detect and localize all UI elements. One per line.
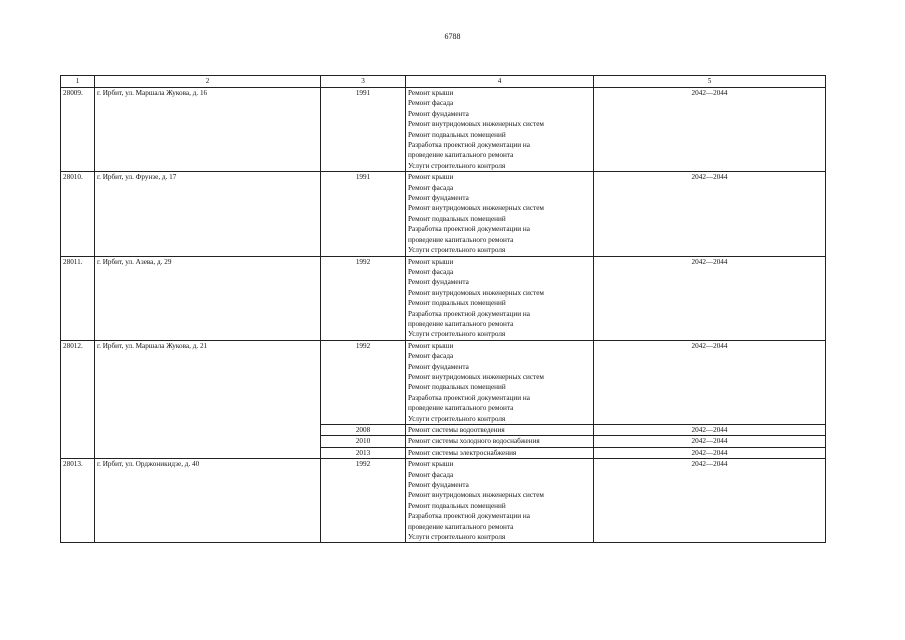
- work-item: Ремонт подвальных помещений: [408, 501, 506, 510]
- year: 1991: [321, 88, 406, 172]
- period: 2042—2044: [594, 172, 826, 256]
- work-item: Ремонт подвальных помещений: [408, 214, 506, 223]
- year: 2010: [321, 436, 406, 447]
- work-item: проведение капитального ремонта: [408, 319, 514, 328]
- work-item: Услуги строительного контроля: [408, 246, 506, 255]
- work-item: Услуги строительного контроля: [408, 533, 506, 542]
- period: 2042—2044: [594, 256, 826, 340]
- work-item: Разработка проектной документации на: [408, 141, 530, 150]
- year: 1992: [321, 340, 406, 424]
- work-item: Ремонт фундамента: [408, 481, 469, 490]
- column-header: 1: [61, 76, 95, 88]
- work-item: проведение капитального ремонта: [408, 404, 514, 413]
- table-row: [61, 256, 826, 340]
- work-item: Ремонт фасада: [408, 470, 454, 479]
- work-item: Ремонт внутридомовых инженерных систем: [408, 120, 544, 129]
- work-item: Услуги строительного контроля: [408, 161, 506, 170]
- work-item: Ремонт фундамента: [408, 194, 469, 203]
- address: г. Ирбит, ул. Азева, д. 29: [95, 256, 321, 340]
- address: г. Ирбит, ул. Маршала Жукова, д. 16: [95, 88, 321, 172]
- year: 2008: [321, 425, 406, 436]
- work-item: Ремонт внутридомовых инженерных систем: [408, 491, 544, 500]
- work-item: Ремонт системы водоотведения: [406, 425, 594, 436]
- period: 2042—2044: [594, 436, 826, 447]
- work-item: Услуги строительного контроля: [408, 414, 506, 423]
- work-item: Ремонт внутридомовых инженерных систем: [408, 288, 544, 297]
- works-list: [406, 172, 594, 256]
- row-number: 28009.: [61, 88, 95, 172]
- work-item: Ремонт фасада: [408, 267, 454, 276]
- repair-schedule-table: [60, 75, 826, 543]
- work-item: Ремонт системы холодного водоснабжения: [406, 436, 594, 447]
- work-item: Ремонт крыши: [408, 341, 454, 350]
- table-row: [61, 172, 826, 256]
- column-header: 4: [406, 76, 594, 88]
- row-number: 28012.: [61, 340, 95, 458]
- year: 1992: [321, 256, 406, 340]
- row-number: 28010.: [61, 172, 95, 256]
- period: 2042—2044: [594, 88, 826, 172]
- work-item: Ремонт крыши: [408, 460, 454, 469]
- period: 2042—2044: [594, 340, 826, 424]
- table-row: [61, 459, 826, 543]
- column-header: 2: [95, 76, 321, 88]
- work-item: Ремонт крыши: [408, 257, 454, 266]
- page-number: 6788: [444, 32, 461, 41]
- work-item: Ремонт фундамента: [408, 278, 469, 287]
- work-item: Ремонт внутридомовых инженерных систем: [408, 372, 544, 381]
- works-list: [406, 459, 594, 543]
- period: 2042—2044: [594, 447, 826, 458]
- work-item: Ремонт фасада: [408, 183, 454, 192]
- work-item: Ремонт внутридомовых инженерных систем: [408, 204, 544, 213]
- column-header: 5: [594, 76, 826, 88]
- year: 2013: [321, 447, 406, 458]
- work-item: Разработка проектной документации на: [408, 512, 530, 521]
- works-list: [406, 88, 594, 172]
- work-item: проведение капитального ремонта: [408, 151, 514, 160]
- work-item: проведение капитального ремонта: [408, 522, 514, 531]
- work-item: Ремонт фундамента: [408, 362, 469, 371]
- work-item: Ремонт крыши: [408, 173, 454, 182]
- works-list: [406, 256, 594, 340]
- row-number: 28011.: [61, 256, 95, 340]
- table-row: [61, 340, 826, 424]
- work-item: проведение капитального ремонта: [408, 235, 514, 244]
- table-row: [61, 88, 826, 172]
- address: г. Ирбит, ул. Орджоникидзе, д. 40: [95, 459, 321, 543]
- work-item: Ремонт системы электроснабжения: [406, 447, 594, 458]
- work-item: Ремонт подвальных помещений: [408, 130, 506, 139]
- work-item: Ремонт фасада: [408, 99, 454, 108]
- work-item: Разработка проектной документации на: [408, 309, 530, 318]
- work-item: Ремонт фундамента: [408, 109, 469, 118]
- period: 2042—2044: [594, 425, 826, 436]
- address: г. Ирбит, ул. Фрунзе, д. 17: [95, 172, 321, 256]
- column-header: 3: [321, 76, 406, 88]
- work-item: Ремонт крыши: [408, 89, 454, 97]
- work-item: Ремонт фасада: [408, 352, 454, 361]
- year: 1991: [321, 172, 406, 256]
- row-number: 28013.: [61, 459, 95, 543]
- work-item: Разработка проектной документации на: [408, 393, 530, 402]
- work-item: Ремонт подвальных помещений: [408, 299, 506, 308]
- address: г. Ирбит, ул. Маршала Жукова, д. 21: [95, 340, 321, 458]
- column-numbers-row: [61, 76, 826, 88]
- period: 2042—2044: [594, 459, 826, 543]
- work-item: Разработка проектной документации на: [408, 225, 530, 234]
- work-item: Ремонт подвальных помещений: [408, 383, 506, 392]
- works-list: [406, 340, 594, 424]
- work-item: Услуги строительного контроля: [408, 330, 506, 339]
- year: 1992: [321, 459, 406, 543]
